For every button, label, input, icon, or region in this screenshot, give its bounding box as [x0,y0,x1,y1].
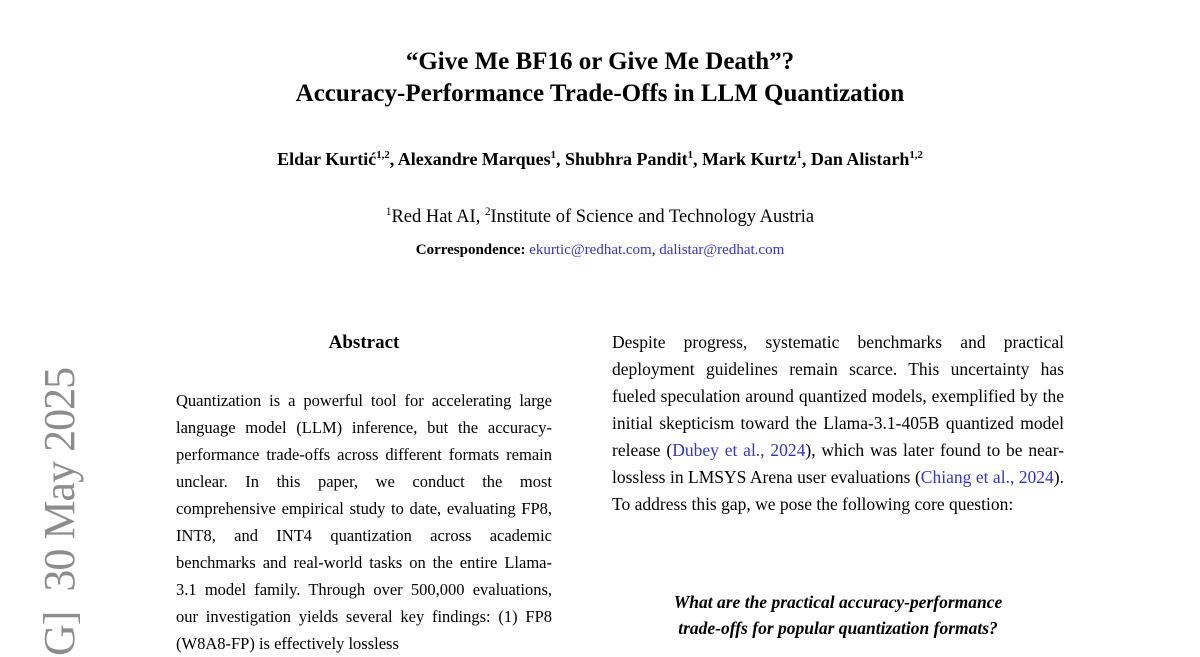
author-name-2: Alexandre Marques [397,149,551,169]
core-question-line-2: trade-offs for popular quantization formats? [678,618,998,638]
author-name-5: Dan Alistarh [810,149,910,169]
author-superscript-3: 1 [687,149,693,161]
arxiv-date-watermark: G] 30 May 2025 [35,367,84,656]
author-name-3: Shubhra Pandit [565,149,688,169]
core-question-line-1: What are the practical accuracy-performance [673,592,1003,612]
author-superscript-4: 1 [796,149,802,161]
intro-paragraph [612,329,1064,518]
paper-title [0,46,1200,110]
paper-title-line-2: Accuracy-Performance Trade-Offs in LLM Quantization [295,80,905,107]
intro-text-segment: Despite progress, systematic benchmarks and practical deployment guidelines remain scarce. This uncertainty has fueled speculation around quantized models, exemplified by the initial skepticism toward the Llama-3.1-405B quantized model release ( [612,332,1064,460]
correspondence-email-1[interactable]: ekurtic@redhat.com [529,242,652,258]
correspondence-email-2[interactable]: dalistar@redhat.com [659,242,785,258]
author-superscript-1: 1,2 [376,149,390,161]
intro-text-segment: ), which was later found to be near-lossless in LMSYS Arena user evaluations ( [612,440,1064,487]
author-separator: , [692,149,702,169]
affiliation-org-1: Red Hat AI, [391,207,485,227]
citation-link-dubey-2024[interactable]: Dubey et al., 2024 [672,440,806,460]
abstract-heading: Abstract [328,332,400,353]
abstract-body: Quantization is a powerful tool for accelerating large language model (LLM) inference, but the accuracy-performance trade-offs across different formats remain unclear. In this paper, we conduct the most comprehensive empirical study to date, evaluating FP8, INT8, and INT4 quantization across academic benchmarks and real-world tasks on the entire Llama-3.1 model family. Through over 500,000 evaluations, our investigation yields several key findings: (1) FP8 (W8A8-FP) is effectively lossless [176,391,552,653]
citation-link-chiang-2024[interactable]: Chiang et al., 2024 [920,467,1054,487]
paper-title-line-1: “Give Me BF16 or Give Me Death”? [405,48,795,75]
author-superscript-2: 1 [550,149,557,161]
author-separator: , [389,149,398,169]
authors-line [0,149,1200,170]
correspondence-label: Correspondence: [415,242,530,258]
author-superscript-5: 1,2 [909,149,923,161]
author-separator: , [556,149,566,169]
author-separator: , [801,149,811,169]
intro-text-segment: ). To address this gap, we pose the following core question: [612,467,1064,514]
correspondence-line [0,242,1200,259]
abstract-section [176,332,552,657]
correspondence-separator: , [651,242,660,258]
affiliation-line [0,207,1200,228]
core-question-block [612,589,1064,641]
affiliation-org-2: Institute of Science and Technology Austria [490,207,815,227]
affiliation-superscript-1: 1 [385,205,392,218]
author-name-1: Eldar Kurtić [277,149,377,169]
affiliation-superscript-2: 2 [484,205,491,218]
author-name-4: Mark Kurtz [701,149,797,169]
introduction-column [612,329,1064,518]
